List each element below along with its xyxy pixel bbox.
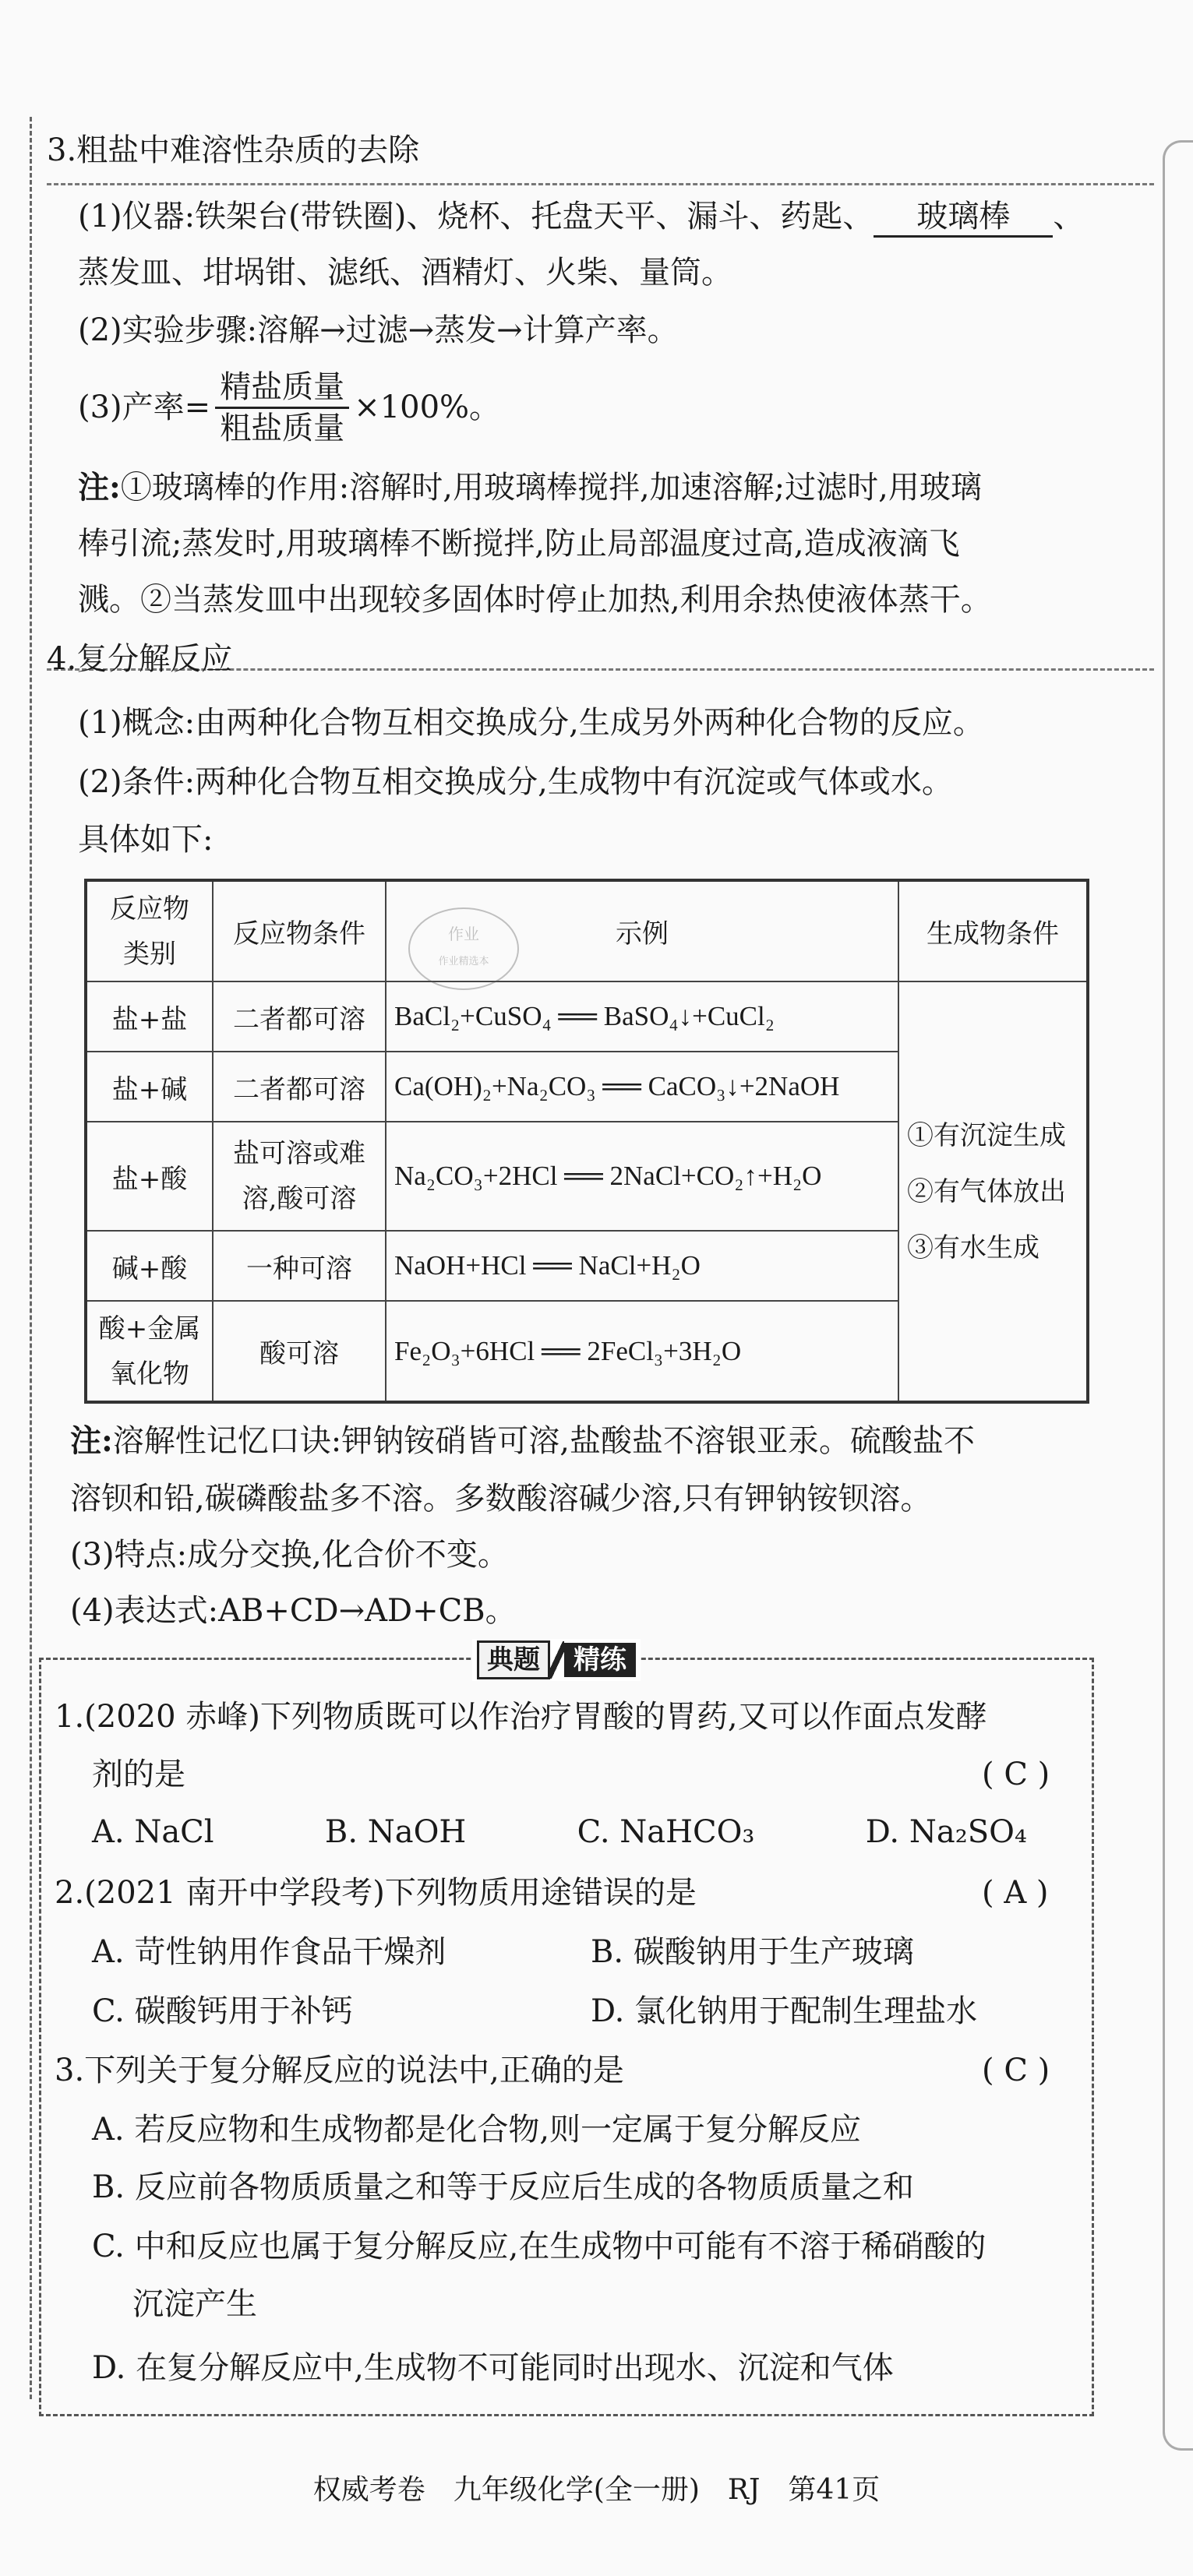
product-condition-2: ②有气体放出 [907, 1175, 1066, 1207]
q1-option-c: C. NaHCO₃ [577, 1814, 755, 1850]
instrument-end: 、 [1053, 199, 1085, 234]
q3-option-c: C. 中和反应也属于复分解反应,在生成物中可能有不溶于稀硝酸的 [92, 2229, 987, 2264]
detail-intro: 具体如下: [78, 822, 214, 858]
header-example: 示例 [386, 880, 898, 981]
expression: (4)表达式:AB+CD→AD+CB。 [70, 1593, 517, 1629]
q1-option-a: A. NaCl [92, 1814, 214, 1850]
stamp-text-1: 作业 [448, 925, 479, 943]
row-type: 酸+金属 氧化物 [86, 1301, 213, 1402]
q2-option-d: D. 氯化钠用于配制生理盐水 [591, 1993, 978, 2029]
q2-option-a: A. 苛性钠用作食品干燥剂 [92, 1934, 446, 1970]
row-condition: 盐可溶或难 溶,酸可溶 [213, 1122, 386, 1231]
yield-suffix: ×100%。 [354, 389, 501, 425]
banner-slash [550, 1641, 564, 1679]
header-reactant-type: 反应物 类别 [86, 880, 213, 981]
note-3-line-1 [78, 466, 982, 509]
row-example: Na₂CO₃+2HCl ══ 2NaCl+CO₂↑+H₂O [386, 1122, 898, 1231]
concept: (1)概念:由两种化合物互相交换成分,生成另外两种化合物的反应。 [78, 705, 984, 741]
q1-options [92, 1810, 1074, 1854]
table-header-row [86, 880, 1088, 981]
row-example: BaCl₂+CuSO₄ ══ BaSO₄↓+CuCl₂ [386, 981, 898, 1052]
row-type: 碱+酸 [86, 1231, 213, 1301]
condition: (2)条件:两种化合物互相交换成分,生成物中有沉淀或气体或水。 [78, 764, 953, 800]
q1-answer: ( C ) [982, 1757, 1050, 1792]
experiment-steps: (2)实验步骤:溶解→过滤→蒸发→计算产率。 [78, 312, 679, 348]
reaction-table [84, 879, 1089, 1404]
product-condition-1: ①有沉淀生成 [907, 1119, 1066, 1151]
q3-answer: ( C ) [982, 2053, 1050, 2088]
q2-option-b: B. 碳酸钠用于生产玻璃 [591, 1934, 914, 1970]
instrument-fill-answer: 玻璃棒 [874, 198, 1053, 238]
yield-prefix: (3)产率= [78, 389, 211, 425]
row-type: 盐+盐 [86, 981, 213, 1052]
yield-fraction [215, 368, 349, 448]
section-3-title: 3.粗盐中难溶性杂质的去除 [47, 132, 420, 168]
product-condition-3: ③有水生成 [907, 1232, 1039, 1263]
feature: (3)特点:成分交换,化合价不变。 [70, 1537, 509, 1573]
row-condition: 一种可溶 [213, 1231, 386, 1301]
row-example: NaOH+HCl ══ NaCl+H₂O [386, 1231, 898, 1301]
banner-left: 典题 [477, 1640, 550, 1679]
row-example: Ca(OH)₂+Na₂CO₃ ══ CaCO₃↓+2NaOH [386, 1052, 898, 1122]
stamp-text-2: 作业精选本 [438, 956, 489, 967]
row-condition: 二者都可溶 [213, 1052, 386, 1122]
q1-option-b: B. NaOH [324, 1814, 467, 1850]
row-condition: 二者都可溶 [213, 981, 386, 1052]
note-label: 注: [78, 469, 121, 506]
note-3-line-2: 棒引流;蒸发时,用玻璃棒不断搅拌,防止局部温度过高,造成液滴飞 [78, 526, 960, 562]
q1-stem-2: 剂的是 [92, 1757, 185, 1792]
practice-banner [472, 1639, 641, 1681]
instrument-line [78, 195, 1084, 238]
product-conditions [898, 981, 1088, 1402]
header-product-condition: 生成物条件 [898, 880, 1088, 981]
note-4-line-2: 溶钡和铅,碳磷酸盐多不溶。多数酸溶碱少溶,只有钾钠铵钡溶。 [70, 1481, 932, 1517]
note-4-text-1: 溶解性记忆口诀:钾钠铵硝皆可溶,盐酸盐不溶银亚汞。硫酸盐不 [112, 1423, 975, 1459]
left-dashed-border [30, 117, 32, 2399]
note-3-text-1: ①玻璃棒的作用:溶解时,用玻璃棒搅拌,加速溶解;过滤时,用玻璃 [120, 470, 982, 506]
banner-right: 精练 [564, 1643, 636, 1677]
q1-option-d: D. Na₂SO₄ [865, 1814, 1027, 1850]
page-footer: 权威考卷 九年级化学(全一册) RJ 第41页 [312, 2474, 881, 2506]
faint-stamp [405, 902, 522, 996]
right-page-edge [1163, 140, 1193, 2451]
q1-stem-1: 1.(2020 赤峰)下列物质既可以作治疗胃酸的胃药,又可以作面点发酵 [55, 1699, 987, 1735]
q2-stem: 2.(2021 南开中学段考)下列物质用途错误的是 [55, 1875, 697, 1911]
q3-option-a: A. 若反应物和生成物都是化合物,则一定属于复分解反应 [92, 2112, 862, 2148]
q3-option-c-cont: 沉淀产生 [132, 2286, 257, 2322]
note-4-line-1 [70, 1419, 975, 1463]
row-condition: 酸可溶 [213, 1301, 386, 1402]
instrument-line-2: 蒸发皿、坩埚钳、滤纸、酒精灯、火柴、量筒。 [78, 255, 732, 291]
q2-option-c: C. 碳酸钙用于补钙 [92, 1993, 353, 2029]
instrument-text: (1)仪器:铁架台(带铁圈)、烧杯、托盘天平、漏斗、药匙、 [78, 199, 874, 234]
note-3-line-3: 溅。②当蒸发皿中出现较多固体时停止加热,利用余热使液体蒸干。 [78, 582, 992, 618]
dashed-divider-top [47, 183, 1154, 185]
header-reactant-condition: 反应物条件 [213, 880, 386, 981]
row-type: 盐+酸 [86, 1122, 213, 1231]
q3-stem: 3.下列关于复分解反应的说法中,正确的是 [55, 2053, 624, 2088]
table-row [86, 981, 1088, 1052]
q3-option-d: D. 在复分解反应中,生成物不可能同时出现水、沉淀和气体 [92, 2350, 894, 2386]
section-4-title: 4.复分解反应 [47, 641, 233, 677]
note-label: 注: [70, 1422, 113, 1459]
yield-denominator: 粗盐质量 [220, 410, 345, 446]
row-type: 盐+碱 [86, 1052, 213, 1122]
q3-option-b: B. 反应前各物质质量之和等于反应后生成的各物质质量之和 [92, 2169, 914, 2205]
yield-numerator: 精盐质量 [215, 368, 349, 409]
row-example: Fe₂O₃+6HCl ══ 2FeCl₃+3H₂O [386, 1301, 898, 1402]
yield-formula [78, 365, 500, 450]
q2-answer: ( A ) [982, 1875, 1049, 1911]
